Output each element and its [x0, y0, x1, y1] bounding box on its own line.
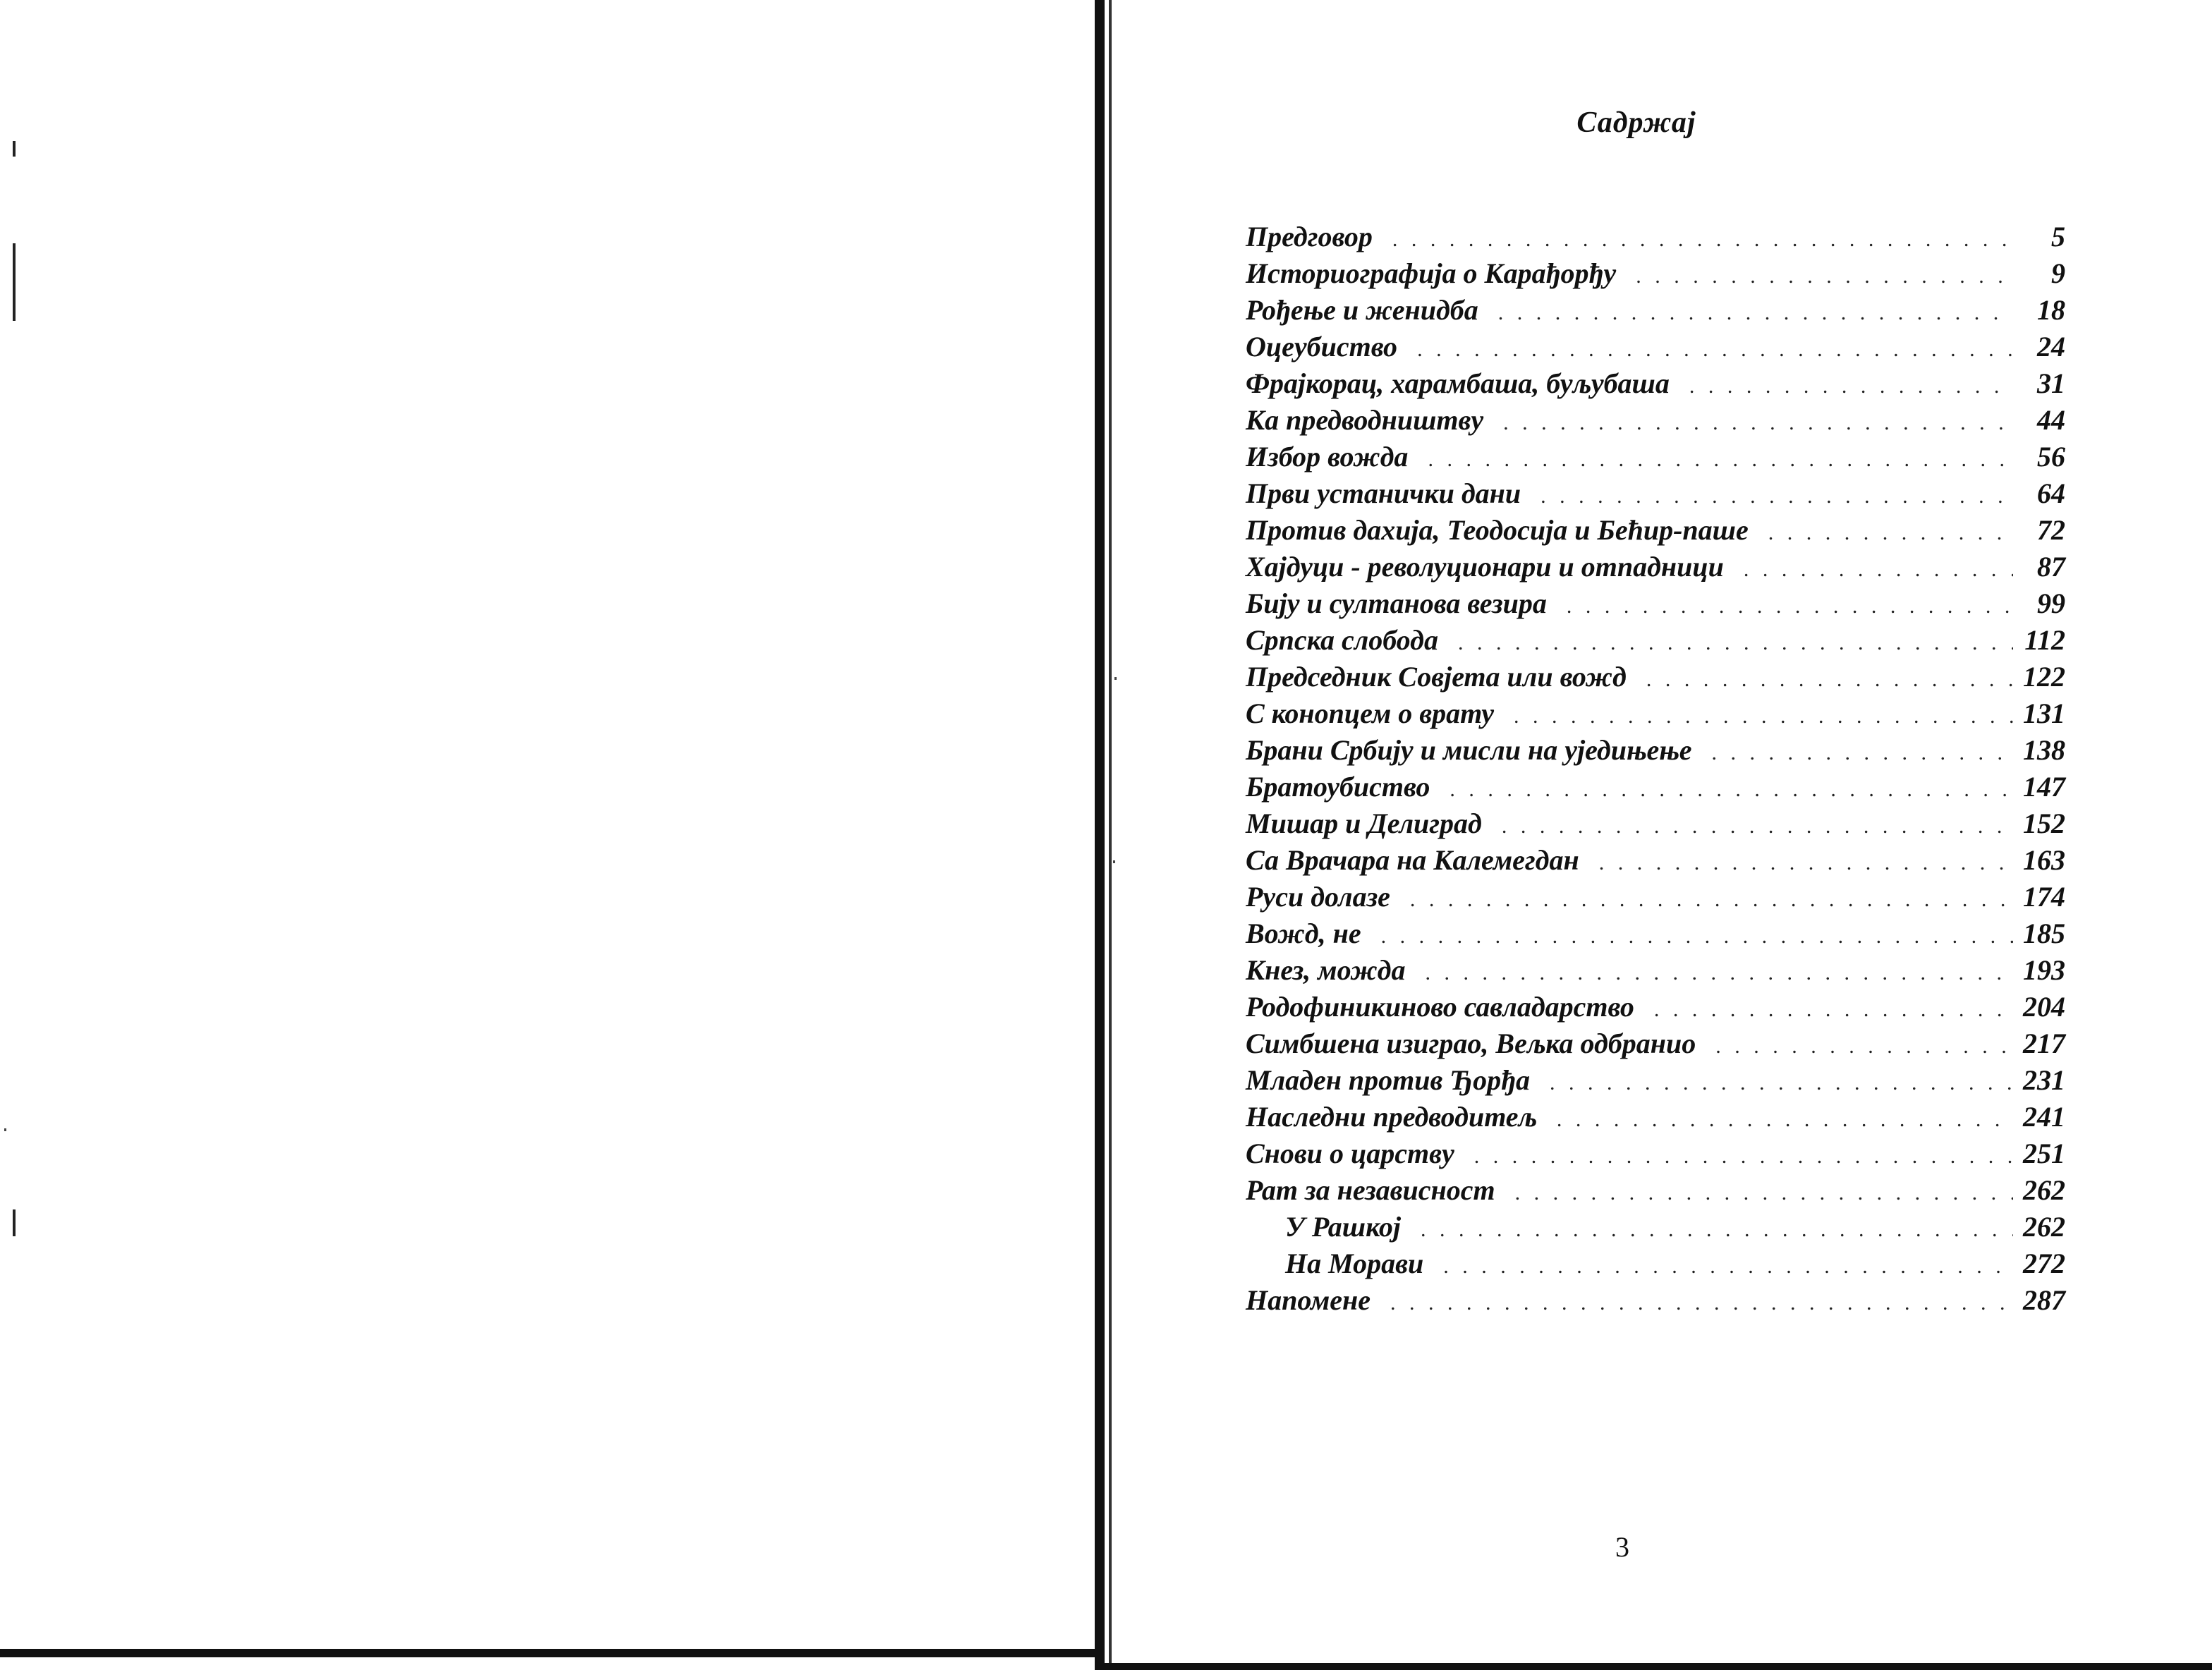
toc-entry-title: Рат за независност — [1246, 1174, 1495, 1206]
toc-entry-page: 251 — [2023, 1138, 2065, 1169]
toc-entry — [1246, 550, 2065, 587]
toc-dot-leader — [1712, 741, 2014, 765]
toc-entry — [1246, 843, 2065, 880]
toc-entry-page: 138 — [2023, 734, 2065, 766]
toc-dot-leader — [1646, 668, 2013, 692]
toc-entry-title: Младен против Ђорђа — [1246, 1064, 1531, 1096]
toc-dot-leader — [1421, 1218, 2013, 1242]
toc-entry — [1246, 990, 2065, 1027]
toc-entry — [1246, 440, 2065, 477]
scan-edge-mark — [13, 243, 16, 321]
toc-entry — [1246, 770, 2065, 807]
scan-speck — [4, 1128, 6, 1131]
toc-entry — [1246, 1247, 2065, 1284]
toc-entry-title: Руси долазе — [1246, 881, 1390, 913]
scan-bottom-border — [1105, 1663, 2212, 1670]
toc-entry — [1246, 1100, 2065, 1137]
toc-entry-title: Председник Совјета или вожд — [1246, 661, 1627, 693]
scan-bottom-border — [0, 1649, 1105, 1657]
toc-entry-title: Кнез, можда — [1246, 954, 1406, 986]
scan-edge-mark — [13, 141, 16, 157]
toc-dot-leader — [1654, 998, 2013, 1022]
toc-dot-leader — [1502, 815, 2013, 839]
toc-entry-page: 174 — [2023, 881, 2065, 913]
toc-entry-page: 152 — [2023, 807, 2065, 839]
toc-dot-leader — [1557, 1108, 2013, 1132]
toc-entry-page: 185 — [2023, 918, 2065, 949]
toc-entry-page: 56 — [2037, 441, 2065, 473]
toc-dot-leader — [1636, 264, 2013, 288]
toc-dot-leader — [1689, 374, 2013, 398]
toc-entry-title: У Рашкој — [1285, 1211, 1401, 1243]
toc-entry-title: Снови о царству — [1246, 1138, 1454, 1169]
toc-entry — [1246, 1137, 2065, 1174]
toc-entry-page: 72 — [2037, 514, 2065, 546]
toc-entry-page: 87 — [2037, 551, 2065, 583]
toc-entry-title: Предговор — [1246, 221, 1373, 252]
table-of-contents — [1246, 220, 2065, 1320]
toc-entry-page: 131 — [2023, 697, 2065, 729]
toc-entry-page: 163 — [2023, 844, 2065, 876]
toc-entry — [1246, 807, 2065, 843]
toc-dot-leader — [1392, 228, 2013, 252]
toc-entry-title: Са Врачара на Калемегдан — [1246, 844, 1579, 876]
toc-entry — [1246, 1174, 2065, 1210]
toc-entry — [1246, 1284, 2065, 1320]
toc-dot-leader — [1410, 888, 2013, 912]
toc-dot-leader — [1503, 411, 2013, 435]
toc-entry-title: Фрајкорац, харамбаша, буљубаша — [1246, 367, 1670, 399]
toc-entry — [1246, 953, 2065, 990]
scan-speck — [1114, 677, 1117, 680]
book-gutter — [1095, 0, 1105, 1670]
toc-entry-page: 44 — [2037, 404, 2065, 436]
toc-dot-leader — [1390, 1291, 2013, 1315]
toc-entry-page: 112 — [2024, 624, 2065, 656]
toc-dot-leader — [1550, 1071, 2013, 1095]
toc-entry — [1246, 880, 2065, 917]
book-gutter-edge — [1109, 0, 1112, 1670]
toc-dot-leader — [1450, 778, 2013, 802]
toc-entry-page: 231 — [2023, 1064, 2065, 1096]
toc-entry-title: Родофиникиново савладарство — [1246, 991, 1634, 1023]
toc-entry-page: 272 — [2023, 1248, 2065, 1279]
toc-dot-leader — [1567, 595, 2013, 618]
page-number: 3 — [1615, 1531, 1629, 1563]
toc-entry — [1246, 1063, 2065, 1100]
toc-dot-leader — [1417, 338, 2013, 362]
toc-entry-title: Напомене — [1246, 1284, 1371, 1316]
toc-entry — [1246, 367, 2065, 403]
toc-dot-leader — [1458, 631, 2013, 655]
toc-entry-title: Вожд, не — [1246, 918, 1361, 949]
toc-entry — [1246, 660, 2065, 697]
toc-dot-leader — [1715, 1035, 2013, 1059]
toc-dot-leader — [1515, 1181, 2013, 1205]
toc-entry-title: На Морави — [1285, 1248, 1424, 1279]
toc-entry-page: 241 — [2023, 1101, 2065, 1133]
toc-entry-page: 204 — [2023, 991, 2065, 1023]
toc-entry — [1246, 623, 2065, 660]
toc-dot-leader — [1428, 448, 2013, 472]
toc-dot-leader — [1381, 925, 2013, 949]
toc-entry-title: Бију и султанова везира — [1246, 587, 1547, 619]
toc-entry-title: Први устанички дани — [1246, 477, 1521, 509]
toc-entry-title: Историографија о Карађорђу — [1246, 257, 1617, 289]
toc-entry-title: Симбшена изиграо, Вељка одбранио — [1246, 1028, 1696, 1059]
toc-entry-title: Мишар и Делиград — [1246, 807, 1482, 839]
toc-dot-leader — [1443, 1255, 2013, 1279]
toc-entry-title: Братоубиство — [1246, 771, 1430, 803]
toc-dot-leader — [1599, 851, 2013, 875]
toc-entry-title: Хајдуци - револуционари и отпадници — [1246, 551, 1724, 583]
toc-dot-leader — [1540, 484, 2013, 508]
toc-dot-leader — [1768, 521, 2013, 545]
toc-entry — [1246, 917, 2065, 953]
toc-entry-page: 262 — [2023, 1174, 2065, 1206]
toc-entry-title: Оцеубиство — [1246, 331, 1398, 362]
toc-dot-leader — [1498, 301, 2013, 325]
toc-dot-leader — [1426, 961, 2013, 985]
toc-entry-title: Ка предводништву — [1246, 404, 1484, 436]
toc-entry-title: С конопцем о врату — [1246, 697, 1495, 729]
toc-dot-leader — [1514, 705, 2013, 729]
toc-entry — [1246, 733, 2065, 770]
toc-entry-title: Рођење и женидба — [1246, 294, 1478, 326]
toc-entry-page: 9 — [2051, 257, 2065, 289]
toc-entry — [1246, 513, 2065, 550]
toc-entry-page: 122 — [2023, 661, 2065, 693]
toc-entry-title: Брани Србију и мисли на уједињење — [1246, 734, 1692, 766]
toc-dot-leader — [1474, 1145, 2013, 1169]
toc-entry — [1246, 1210, 2065, 1247]
toc-entry-page: 24 — [2037, 331, 2065, 362]
toc-entry-page: 262 — [2023, 1211, 2065, 1243]
toc-entry — [1246, 477, 2065, 513]
toc-entry — [1246, 1027, 2065, 1063]
toc-entry-page: 18 — [2037, 294, 2065, 326]
toc-entry-title: Наследни предводитељ — [1246, 1101, 1537, 1133]
toc-entry — [1246, 697, 2065, 733]
toc-entry — [1246, 403, 2065, 440]
scan-edge-mark — [13, 1209, 16, 1236]
toc-entry — [1246, 293, 2065, 330]
toc-entry-title: Против дахија, Теодосија и Бећир-паше — [1246, 514, 1749, 546]
toc-entry — [1246, 330, 2065, 367]
toc-title: Садржај — [1576, 106, 1696, 139]
toc-entry-page: 5 — [2051, 221, 2065, 252]
left-page-blank — [0, 0, 1102, 1670]
toc-entry-page: 193 — [2023, 954, 2065, 986]
toc-entry — [1246, 257, 2065, 293]
toc-dot-leader — [1744, 558, 2013, 582]
toc-entry — [1246, 587, 2065, 623]
toc-entry-page: 31 — [2037, 367, 2065, 399]
toc-entry — [1246, 220, 2065, 257]
toc-entry-page: 147 — [2023, 771, 2065, 803]
toc-entry-page: 99 — [2037, 587, 2065, 619]
toc-entry-page: 287 — [2023, 1284, 2065, 1316]
toc-entry-title: Избор вожда — [1246, 441, 1409, 473]
toc-entry-page: 217 — [2023, 1028, 2065, 1059]
scan-speck — [1113, 860, 1115, 863]
toc-entry-page: 64 — [2037, 477, 2065, 509]
toc-entry-title: Српска слобода — [1246, 624, 1438, 656]
